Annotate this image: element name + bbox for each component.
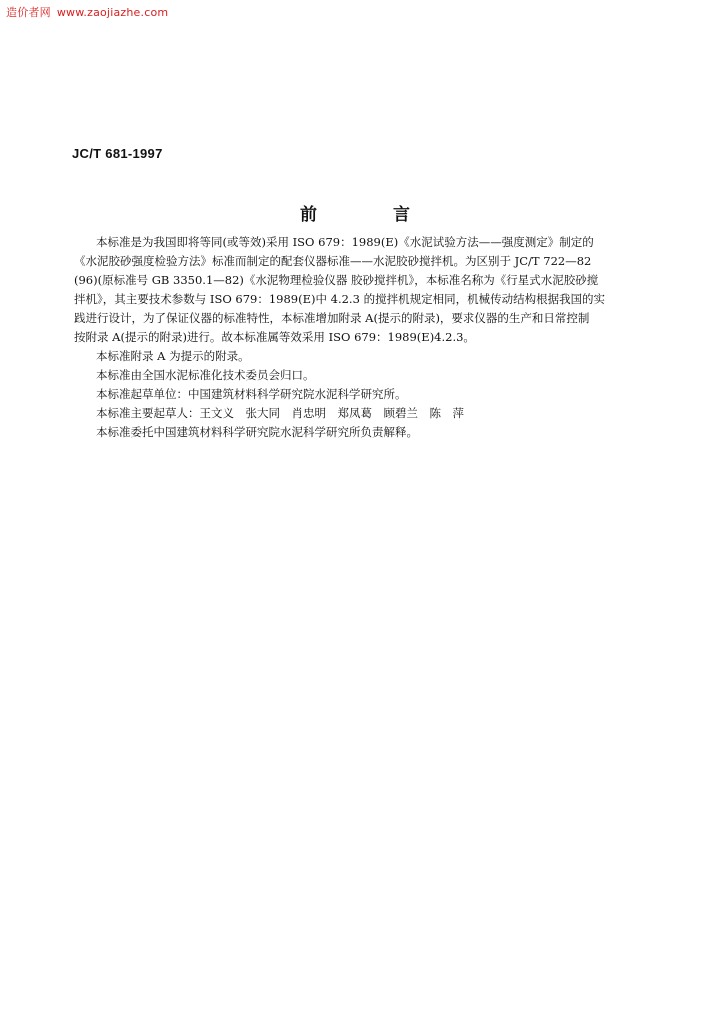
- drafters: 本标准主要起草人：王文义 张大同 肖忠明 郑凤葛 顾碧兰 陈 萍: [96, 406, 464, 420]
- interpretation-note: 本标准委托中国建筑材料科学研究院水泥科学研究所负责解释。: [96, 425, 418, 439]
- appendix-note: 本标准附录 A 为提示的附录。: [96, 349, 250, 363]
- intro-line: 践进行设计，为了保证仪器的标准特性，本标准增加附录 A(提示的附录)，要求仪器的生产和日常控制: [74, 311, 590, 325]
- intro-line: (96)(原标准号 GB 3350.1—82)《水泥物理检验仪器 胶砂搅拌机》，本标准名称为《行星式水泥胶砂搅: [74, 273, 599, 287]
- intro-line: 本标准是为我国即将等同(或等效)采用 ISO 679：1989(E)《水泥试验方法——强度测定》制定的: [96, 235, 594, 249]
- drafting-unit: 本标准起草单位：中国建筑材料科学研究院水泥科学研究所。: [96, 387, 407, 401]
- intro-line: 《水泥胶砂强度检验方法》标准而制定的配套仪器标准——水泥胶砂搅拌机。为区别于 JC/T 722—82: [74, 254, 592, 268]
- intro-line: 按附录 A(提示的附录)进行。故本标准属等效采用 ISO 679：1989(E)4.2.3。: [74, 330, 475, 344]
- page-title: [300, 200, 410, 225]
- title-char-2: 言: [393, 205, 410, 225]
- watermark-site: www.zaojiazhe.com: [56, 6, 169, 19]
- proposer-note: 本标准由全国水泥标准化技术委员会归口。: [96, 368, 315, 382]
- watermark-name: 造价者网: [6, 6, 51, 19]
- foreword-body: [74, 233, 664, 442]
- watermark: [6, 4, 168, 20]
- document-code: JC/T 681-1997: [72, 146, 163, 161]
- title-char-1: 前: [300, 205, 317, 225]
- intro-line: 拌机》，其主要技术参数与 ISO 679：1989(E)中 4.2.3 的搅拌机规定相同，机械传动结构根据我国的实: [74, 292, 606, 306]
- intro-paragraph: [74, 233, 664, 347]
